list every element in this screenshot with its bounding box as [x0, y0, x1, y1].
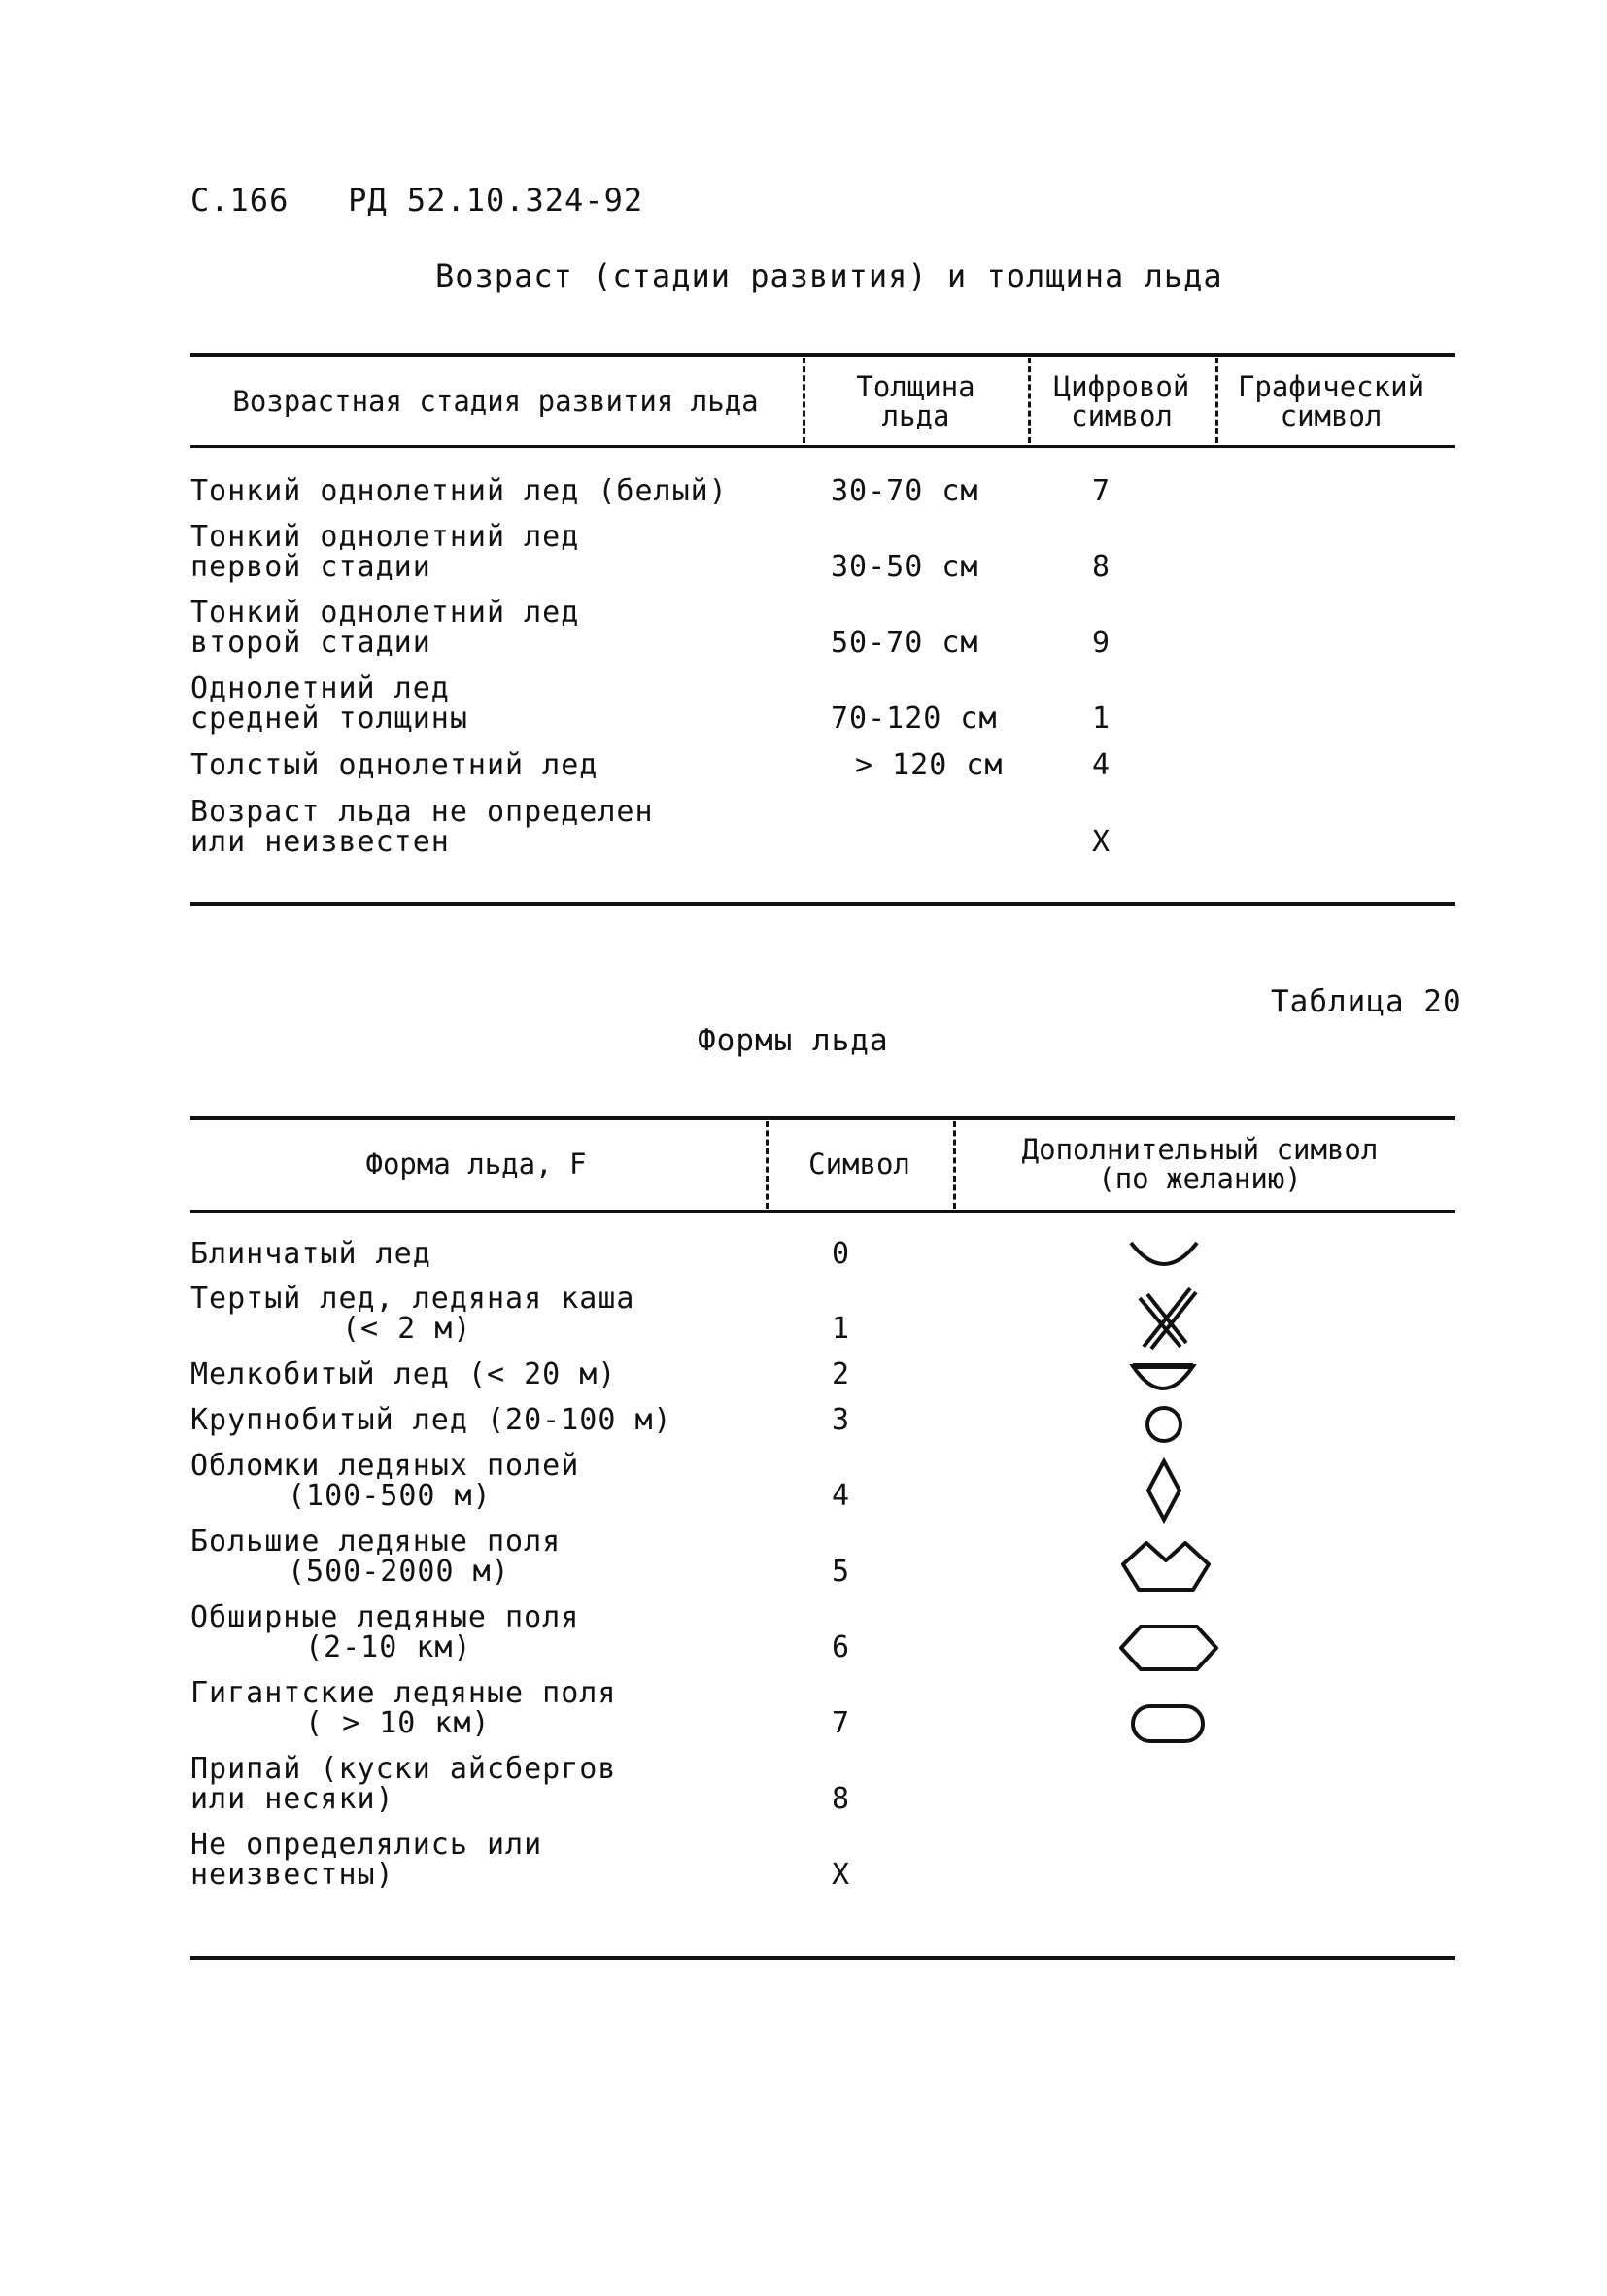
table2-row-name: Обломки ледяных полей — [190, 1449, 580, 1483]
table2-row-name-cont: неизвестны) — [190, 1858, 394, 1892]
diamond-icon — [1145, 1457, 1183, 1524]
table2-row-name: Мелкобитый лед (< 20 м) — [190, 1357, 617, 1391]
table2-row-name-cont: ( > 10 км) — [305, 1706, 491, 1740]
table2-row-name: Припай (куски айсбергов — [190, 1752, 617, 1786]
table1-row-code: 8 — [1092, 550, 1111, 584]
table1-row-name: Тонкий однолетний лед — [190, 596, 580, 630]
table1-header-stage: Возрастная стадия развития льда — [232, 385, 759, 418]
table1-bottom-rule — [190, 902, 1455, 906]
table2-row-code: 3 — [832, 1403, 851, 1437]
table1-row-thickness: 70-120 см — [831, 702, 998, 736]
table1-row-code: 1 — [1092, 702, 1111, 736]
table1-row-code: 4 — [1092, 748, 1111, 782]
table2-header-form: Форма льда, F — [365, 1148, 587, 1181]
page-header: С.166 РД 52.10.324-92 — [190, 182, 644, 219]
table1-row-code: 9 — [1092, 626, 1111, 660]
table2-row-name: Крупнобитый лед (20-100 м) — [190, 1403, 672, 1437]
table2-header-extra-l2: (по желанию) — [1098, 1162, 1302, 1195]
table2-row-name: Тертый лед, ледяная каша — [190, 1282, 635, 1316]
table2-row-name: Гигантские ледяные поля — [190, 1676, 617, 1710]
table2-header-rule — [190, 1210, 1455, 1213]
table1-row-name: Тонкий однолетний лед — [190, 520, 580, 554]
pancake-arc-icon — [1125, 1237, 1203, 1276]
half-disc-icon — [1127, 1360, 1199, 1395]
table2-title: Формы льда — [698, 1023, 889, 1058]
table2-number-label: Таблица 20 — [1271, 984, 1462, 1019]
table1-row-name-cont: первой стадии — [190, 550, 431, 584]
table1-header-thickness-l1: Толщина — [856, 370, 975, 403]
table2-row-name-cont: (2-10 км) — [305, 1630, 472, 1664]
table2-row-name-cont: (100-500 м) — [288, 1479, 492, 1513]
table2-row-code: 8 — [832, 1782, 851, 1816]
table2-bottom-rule — [190, 1956, 1455, 1960]
table2-row-code: 7 — [832, 1706, 851, 1740]
table1-top-rule — [190, 353, 1455, 357]
table2-row-code: X — [832, 1858, 851, 1892]
table2-row-code: 5 — [832, 1555, 851, 1589]
table1-row-name: Толстый однолетний лед — [190, 748, 598, 782]
table2-row-name: Обширные ледяные поля — [190, 1600, 580, 1634]
brash-cross-icon — [1132, 1285, 1200, 1351]
table1-row-code: 7 — [1092, 474, 1111, 508]
table2-row-code: 0 — [832, 1237, 851, 1271]
table2-row-code: 6 — [832, 1630, 851, 1664]
table2-col-separator — [766, 1121, 769, 1209]
table2-row-code: 4 — [832, 1479, 851, 1513]
table1-row-thickness: 30-70 см — [831, 474, 979, 508]
table2-row-code: 1 — [832, 1312, 851, 1346]
table1-col-separator — [1215, 358, 1218, 443]
table1-row-thickness: 50-70 см — [831, 626, 979, 660]
table1-header-graphic-l1: Графический — [1237, 370, 1425, 403]
table1-header-graphic-l2: символ — [1280, 399, 1383, 432]
table2-col-separator — [953, 1121, 956, 1209]
table2-row-name-cont: или несяки) — [190, 1782, 394, 1816]
table2-row-name: Блинчатый лед — [190, 1237, 431, 1271]
table2-header-symbol: Символ — [808, 1148, 910, 1181]
table1-title: Возраст (стадии развития) и толщина льда — [435, 257, 1223, 294]
table1-row-name-cont: второй стадии — [190, 626, 431, 660]
table1-row-thickness: > 120 см — [855, 748, 1004, 782]
hexagon-icon — [1115, 1621, 1222, 1675]
table1-col-separator — [1028, 358, 1031, 443]
table1-row-code: X — [1092, 825, 1111, 859]
table1-header-thickness-l2: льда — [881, 399, 950, 432]
notched-pentagon-icon — [1117, 1535, 1214, 1595]
table2-row-name-cont: (500-2000 м) — [288, 1555, 510, 1589]
table2-row-name: Большие ледяные поля — [190, 1525, 562, 1559]
rounded-rect-icon — [1129, 1702, 1207, 1745]
table1-row-name-cont: средней толщины — [190, 702, 468, 736]
table2-row-code: 2 — [832, 1357, 851, 1391]
table1-col-separator — [803, 358, 805, 443]
table1-header-rule — [190, 445, 1455, 448]
table1-row-name: Однолетний лед — [190, 671, 450, 705]
table1-header-digital-l2: символ — [1071, 399, 1173, 432]
table2-row-name-cont: (< 2 м) — [342, 1312, 472, 1346]
table1-row-name: Тонкий однолетний лед (белый) — [190, 474, 728, 508]
table1-row-thickness: 30-50 см — [831, 550, 979, 584]
table2-header-extra-l1: Дополнительный символ — [1021, 1133, 1379, 1166]
table1-row-name: Возраст льда не определен — [190, 795, 654, 829]
circle-icon — [1142, 1402, 1186, 1447]
table1-header-digital-l1: Цифровой — [1053, 370, 1190, 403]
table2-row-name: Не определялись или — [190, 1828, 543, 1862]
table2-top-rule — [190, 1116, 1455, 1120]
table1-row-name-cont: или неизвестен — [190, 825, 450, 859]
